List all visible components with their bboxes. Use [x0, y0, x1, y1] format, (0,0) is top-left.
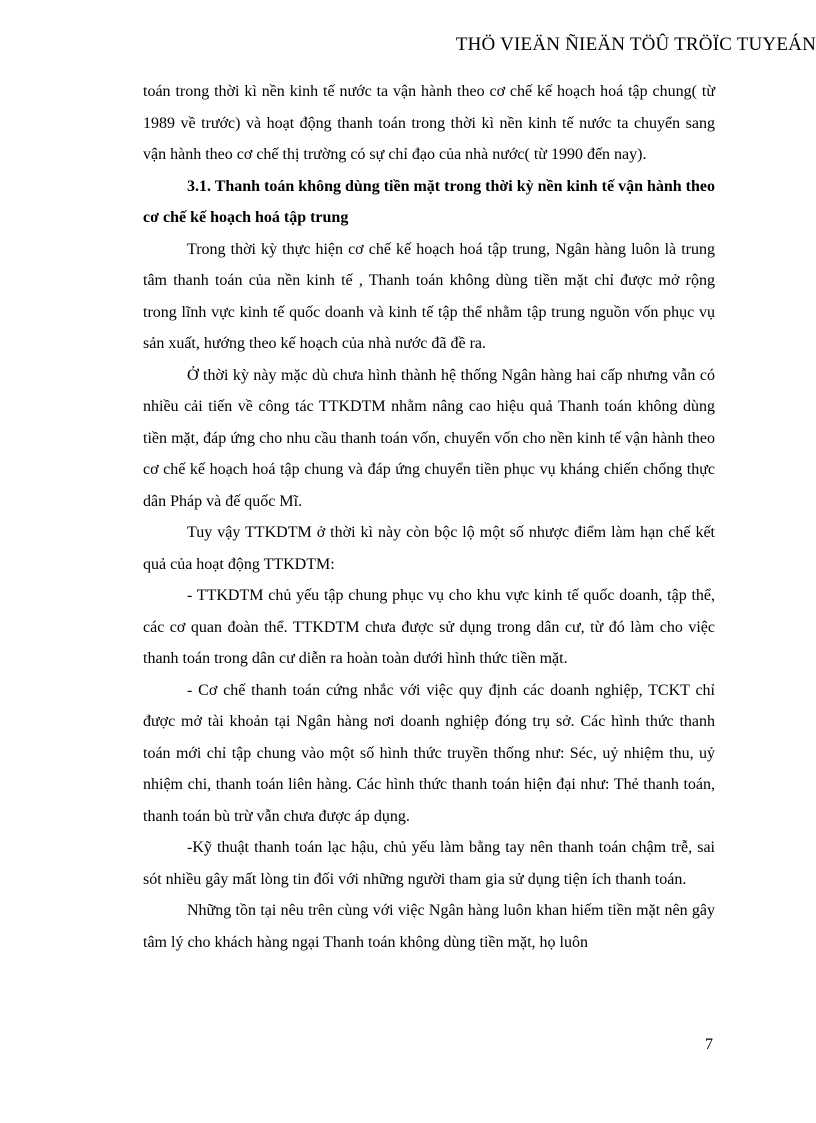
paragraph: Ở thời kỳ này mặc dù chưa hình thành hệ thống Ngân hàng hai cấp nhưng vẫn có nhiều cải tiến về công tác TTKDTM nhằm nâng cao hiệu quả Thanh toán không dùng tiền mặt, đáp ứng cho nhu cầu thanh toán vốn, chuyển vốn cho nền kinh tế vận hành theo cơ chế kế hoạch hoá tập chung và đáp ứng chuyển tiền phục vụ kháng chiến chống thực dân Pháp và đế quốc Mĩ. [143, 366, 715, 510]
paragraph-continuation: toán trong thời kì nền kinh tế nước ta vận hành theo cơ chế kế hoạch hoá tập chung( từ 1989 về trước) và hoạt động thanh toán trong thời kì nền kinh tế nước ta chuyển sang vận hành theo cơ chế thị trường có sự chỉ đạo của nhà nước( từ 1990 đến nay). [143, 83, 715, 163]
section-heading: 3.1. Thanh toán không dùng tiền mặt trong thời kỳ nền kinh tế vận hành theo cơ chế kế hoạch hoá tập trung [143, 177, 715, 226]
paragraph: Những tồn tại nêu trên cùng với việc Ngân hàng luôn khan hiếm tiền mặt nên gây tâm lý cho khách hàng ngại Thanh toán không dùng tiền mặt, họ luôn [143, 902, 715, 951]
document-body [143, 76, 715, 958]
paragraph: Tuy vậy TTKDTM ở thời kì này còn bộc lộ một số nhược điểm làm hạn chế kết quả của hoạt động TTKDTM: [143, 524, 715, 573]
bullet-paragraph: - Cơ chế thanh toán cứng nhắc với việc quy định các doanh nghiệp, TCKT chỉ được mở tài khoản tại Ngân hàng nơi doanh nghiệp đóng trụ sở. Các hình thức thanh toán mới chỉ tập chung vào một số hình thức truyền thống như: Séc, uỷ nhiệm thu, uỷ nhiệm chi, thanh toán liên hàng. Các hình thức thanh toán hiện đại như: Thẻ thanh toán, thanh toán bù trừ vẫn chưa được áp dụng. [143, 681, 715, 825]
bullet-paragraph: -Kỹ thuật thanh toán lạc hậu, chủ yếu làm bằng tay nên thanh toán chậm trễ, sai sót nhiều gây mất lòng tin đối với những người tham gia sử dụng tiện ích thanh toán. [143, 839, 715, 888]
bullet-paragraph: - TTKDTM chủ yếu tập chung phục vụ cho khu vực kinh tế quốc doanh, tập thể, các cơ quan đoàn thể. TTKDTM chưa được sử dụng trong dân cư, từ đó làm cho việc thanh toán trong dân cư diễn ra hoàn toàn dưới hình thức tiền mặt. [143, 587, 715, 667]
running-header: THÖ VIEÄN ÑIEÄN TÖÛ TRÖÏC TUYEÁN [455, 34, 816, 55]
page-number: 7 [705, 1036, 713, 1053]
paragraph: Trong thời kỳ thực hiện cơ chế kế hoạch hoá tập trung, Ngân hàng luôn là trung tâm thanh toán của nền kinh tế , Thanh toán không dùng tiền mặt chỉ được mở rộng trong lĩnh vực kinh tế quốc doanh và kinh tế tập thể nhằm tập trung nguồn vốn phục vụ sản xuất, hướng theo kế hoạch của nhà nước đã đề ra. [143, 240, 715, 352]
